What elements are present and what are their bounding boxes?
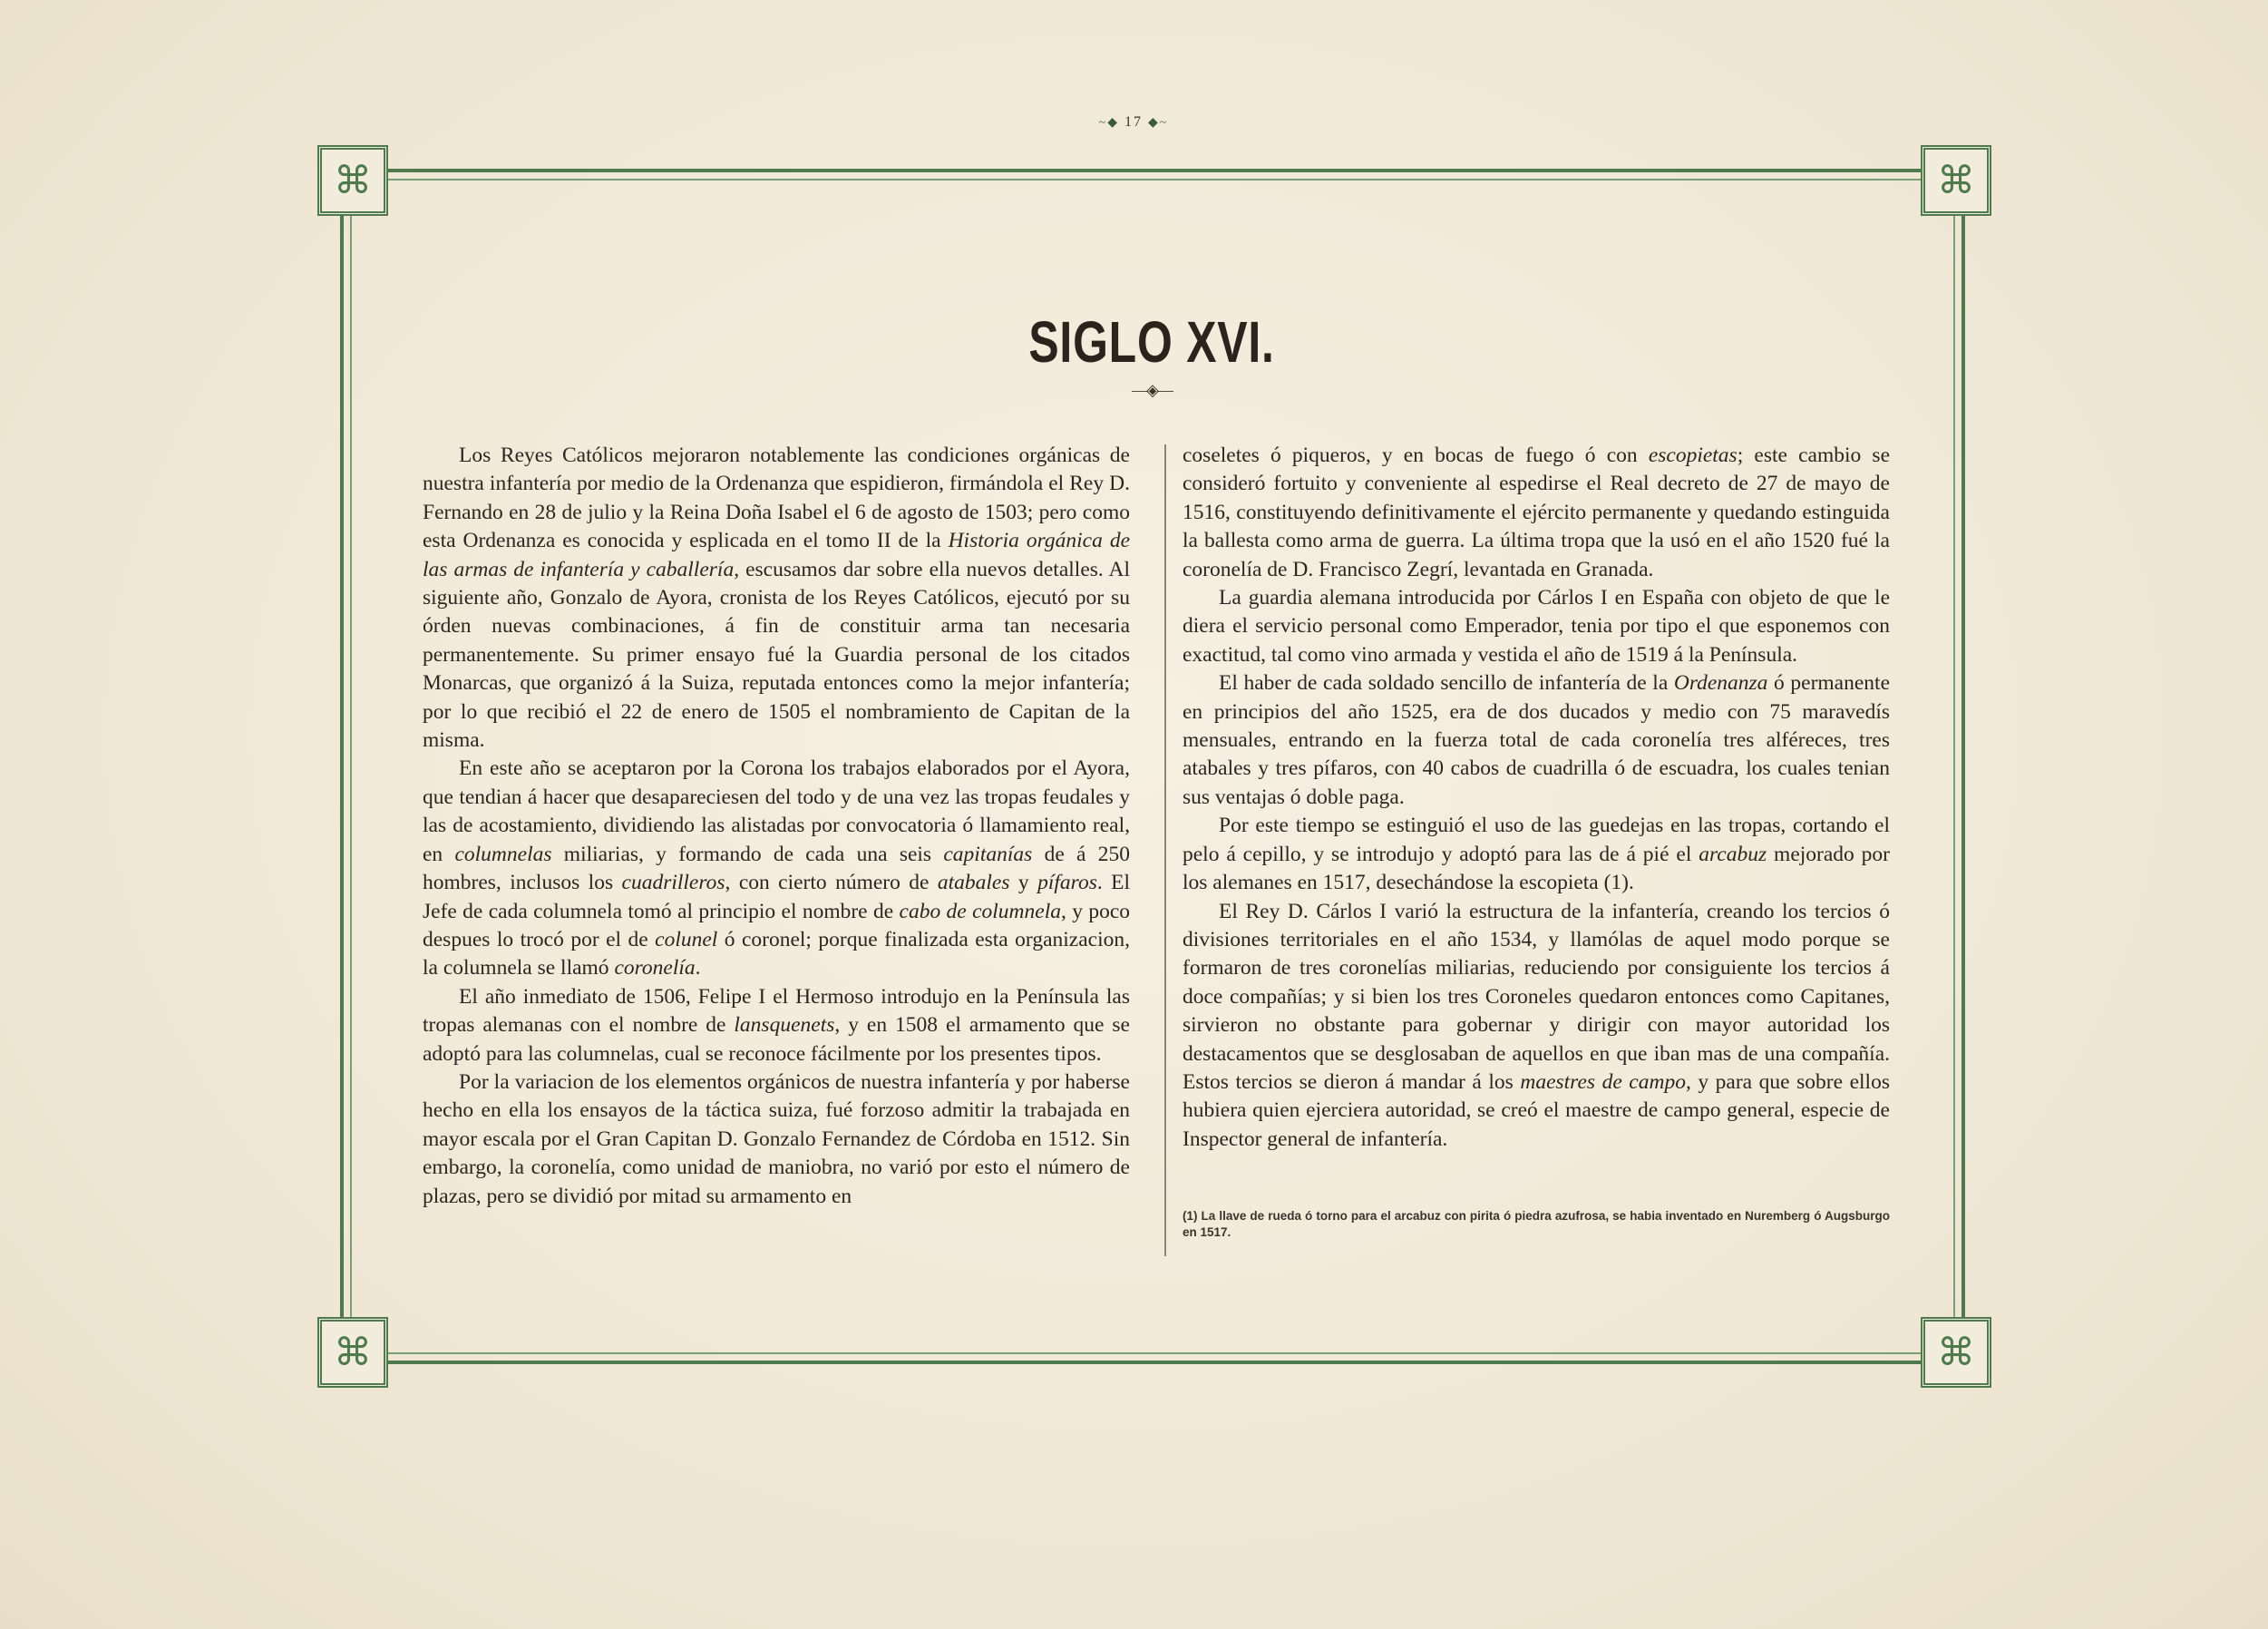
italic-term: lansquenets xyxy=(734,1013,835,1038)
italic-term: atabales xyxy=(937,871,1010,895)
text-run: . El Jefe de cada columnela tomó al principio el nombre de xyxy=(423,871,1131,923)
text-run: y xyxy=(1009,871,1038,895)
italic-term: Historia orgánica de las armas de infantería y caballería xyxy=(423,529,1130,581)
text-run: ó coronel; porque finalizada esta organizacion, la columnela se llamó xyxy=(423,927,1130,980)
text-run: ; este cambio se consideró fortuito y conveniente al espedirse el Real decreto de 27 de mayo de 1516, constituyendo definitivamente el ejército permanente y quedando estinguida la ballesta como arma de guerra. La última tropa que la usó en el año 1520 fué la coronelía de D. Francisco Zegrí, levantada en Granada. xyxy=(1183,444,1890,581)
text-run: , y para que sobre ellos hubiera quien ejerciera autoridad, se creó el maestre de campo general, especie de Inspector general de infantería. xyxy=(1183,1069,1890,1151)
italic-term: escopietas xyxy=(1648,444,1738,467)
page-number-text: 17 xyxy=(1124,114,1143,130)
text-run: El año inmediato de 1506, Felipe I el Hermoso introdujo en la Península las tropas alemanas con el nombre de xyxy=(423,984,1130,1038)
chapter-title: SIGLO XVI. xyxy=(1028,309,1275,375)
paragraph xyxy=(1183,898,1890,1155)
paragraph xyxy=(1183,442,1890,584)
text-run: Por la variacion de los elementos orgánicos de nuestra infantería y por haberse hecho en ella los ensayos de la táctica suiza, fué forzoso admitir la trabajada en mayor escala por el Gran Capitan D. Gonzalo Fernandez de Córdoba en 1512. Sin embargo, la coronelía, como unidad de maniobra, no varió por esto el número de plazas, pero se dividió por mitad su armamento en xyxy=(423,1069,1130,1208)
italic-term: cuadrilleros xyxy=(621,871,725,895)
text-run: Los Reyes Católicos mejoraron notablemente las condiciones orgánicas de nuestra infantería por medio de la Ordenanza que espidieron, firmándola el Rey D. Fernando en 28 de julio y la Reina Doña Isabel el 6 de agosto de 1503; pero como esta Ordenanza es conocida y esplicada en el tomo II de la xyxy=(423,444,1130,553)
text-run: mejorado por los alemanes en 1517, desechándose la escopieta (1). xyxy=(1183,842,1891,895)
text-run: La guardia alemana introducida por Cárlos I en España con objeto de que le diera el servicio personal como Emperador, tenia por tipo el que esponemos con exactitud, tal como vino armada y vestida el año de 1519 á la Península. xyxy=(1183,586,1890,667)
italic-term: cabo de columnela xyxy=(899,899,1061,923)
flourish-right-icon: ◆~ xyxy=(1148,116,1169,130)
flourish-left-icon: ~◆ xyxy=(1098,116,1119,130)
paragraph xyxy=(1183,669,1890,812)
text-run: , y poco despues lo trocó por el de xyxy=(423,899,1130,951)
text-run: coseletes ó piqueros, y en bocas de fuego ó con xyxy=(1183,444,1649,467)
paragraph xyxy=(423,983,1130,1068)
text-run: El haber de cada soldado sencillo de infantería de la xyxy=(1219,671,1674,696)
text-run: . xyxy=(695,956,701,980)
italic-term: capitanías xyxy=(943,842,1033,866)
paragraph xyxy=(423,442,1130,755)
text-run: , y en 1508 el armamento que se adoptó para las columnelas, cual se reconoce fácilmente por los presentes tipos. xyxy=(423,1013,1130,1066)
italic-term: colunel xyxy=(655,927,718,951)
paragraph xyxy=(1183,812,1890,897)
page-number xyxy=(1043,114,1224,131)
text-run: de á 250 hombres, inclusos los xyxy=(423,842,1130,895)
italic-term: coronelía xyxy=(614,956,696,980)
italic-term: maestres de campo xyxy=(1520,1069,1686,1094)
text-run: , con cierto número de xyxy=(725,871,938,895)
italic-term: Ordenanza xyxy=(1673,671,1768,696)
italic-term: columnelas xyxy=(454,842,552,866)
italic-term: pífaros xyxy=(1037,871,1097,895)
celtic-knot-icon: ⌘ xyxy=(1921,145,1991,216)
italic-term: arcabuz xyxy=(1699,842,1767,866)
celtic-knot-icon: ⌘ xyxy=(1921,1317,1991,1388)
text-column-right xyxy=(1183,442,1890,1154)
column-divider xyxy=(1164,444,1166,1256)
title-ornament-icon: —◈— xyxy=(1132,381,1172,399)
paragraph xyxy=(423,755,1130,982)
text-run: ó permanente en principios del año 1525, era de dos ducados y medio con 75 maravedís mensuales, entrando en la fuerza total de cada coronelía tres alféreces, tres atabales y tres pífaros, con 40 cabos de cuadrilla ó de escuadra, los cuales tenian sus ventajas ó doble paga. xyxy=(1183,671,1890,809)
paragraph xyxy=(1183,584,1890,669)
paragraph xyxy=(423,1068,1130,1211)
text-column-left xyxy=(423,442,1130,1211)
text-run: Por este tiempo se estinguió el uso de las guedejas en las tropas, cortando el pelo á cepillo, y se introdujo y adoptó para las de á pié el xyxy=(1183,814,1890,866)
footnote: (1) La llave de rueda ó torno para el arcabuz con pirita ó piedra azufrosa, se habia inventado en Nuremberg ó Augsburgo en 1517. xyxy=(1183,1209,1890,1239)
text-run: En este año se aceptaron por la Corona los trabajos elaborados por el Ayora, que tendian á hacer que desapareciesen del todo y de una vez las tropas feudales y las de acostamiento, dividiendo las alistadas por convocatoria ó llamamiento real, en xyxy=(423,756,1130,866)
text-run: El Rey D. Cárlos I varió la estructura de la infantería, creando los tercios ó divisiones territoriales en el año 1534, y llamólas de aquel modo porque se formaron de tres coronelías miliarias, reduciendo por consiguiente los tercios á doce compañías; y si bien los tres Coroneles quedaron entonces como Capitanes, sirvieron no obstante para gobernar y dirigir con mayor autoridad los destacamentos que se desglosaban de aquellos en que iban mas de una compañía. Estos tercios se dieron á mandar á los xyxy=(1183,899,1890,1094)
celtic-knot-icon: ⌘ xyxy=(317,1317,388,1388)
celtic-knot-icon: ⌘ xyxy=(317,145,388,216)
text-run: , escusamos dar sobre ella nuevos detalles. Al siguiente año, Gonzalo de Ayora, cronista de los Reyes Católicos, ejecutó por su órden nuevas combinaciones, á fin de constituir arma tan necesaria permanentemente. Su primer ensayo fué la Guardia personal de los citados Monarcas, que organizó á la Suiza, reputada entonces como la mejor infantería; por lo que recibió el 22 de enero de 1505 el nombramiento de Capitan de la misma. xyxy=(423,557,1130,753)
text-run: miliarias, y formando de cada una seis xyxy=(551,842,944,866)
